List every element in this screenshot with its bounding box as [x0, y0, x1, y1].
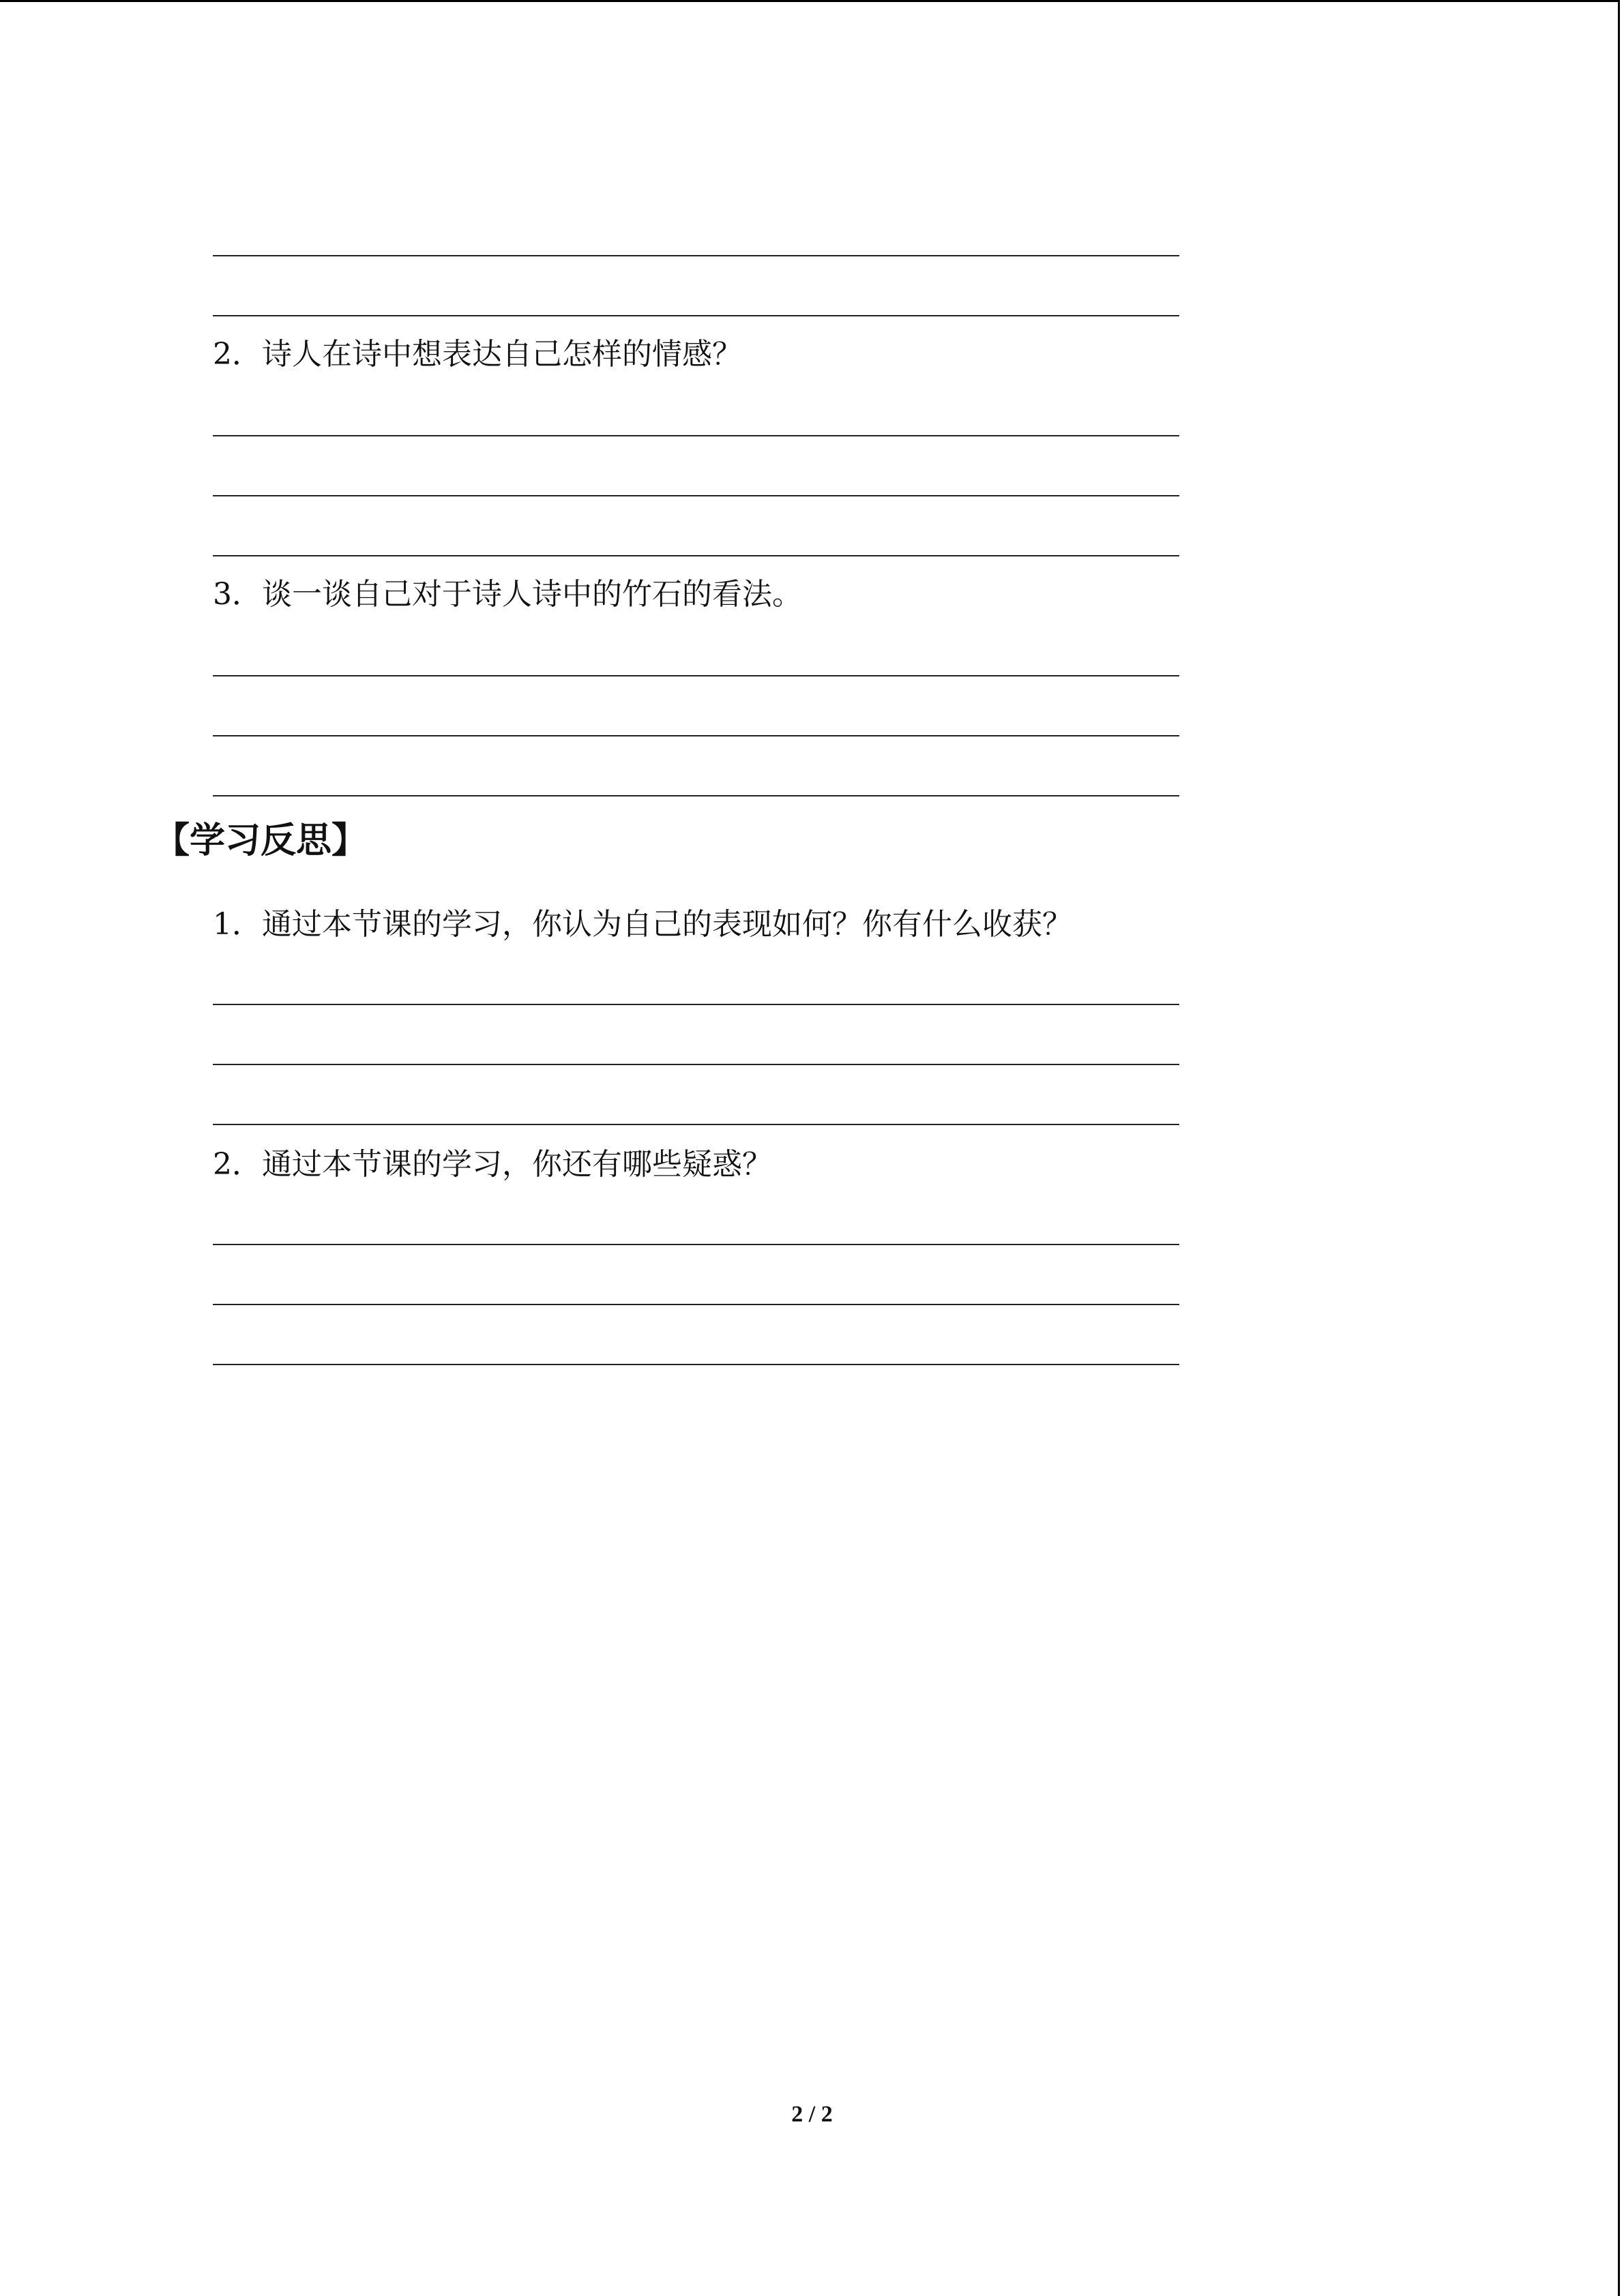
answer-line[interactable]	[213, 1124, 1179, 1125]
answer-line[interactable]	[213, 675, 1179, 676]
answer-line[interactable]	[213, 315, 1179, 316]
answer-line[interactable]	[213, 795, 1179, 796]
answer-line[interactable]	[213, 735, 1179, 736]
answer-line[interactable]	[213, 1304, 1179, 1305]
page-number: 2 / 2	[791, 2102, 833, 2127]
reflection-question-2: 2．通过本节课的学习，你还有哪些疑惑？	[213, 1147, 772, 1182]
question-2: 2．诗人在诗中想表达自己怎样的情感？	[213, 337, 742, 372]
reflection-question-1: 1．通过本节课的学习，你认为自己的表现如何？你有什么收获？	[213, 907, 1072, 942]
answer-line[interactable]	[213, 1064, 1179, 1065]
section-title-reflection: 【学习反思】	[154, 820, 368, 861]
answer-line[interactable]	[213, 435, 1179, 436]
answer-line[interactable]	[213, 255, 1179, 256]
answer-line[interactable]	[213, 1244, 1179, 1245]
answer-line[interactable]	[213, 495, 1179, 496]
answer-line[interactable]	[213, 1004, 1179, 1005]
answer-line[interactable]	[213, 555, 1179, 556]
question-3: 3．谈一谈自己对于诗人诗中的竹石的看法。	[213, 577, 802, 612]
answer-line[interactable]	[213, 1364, 1179, 1365]
